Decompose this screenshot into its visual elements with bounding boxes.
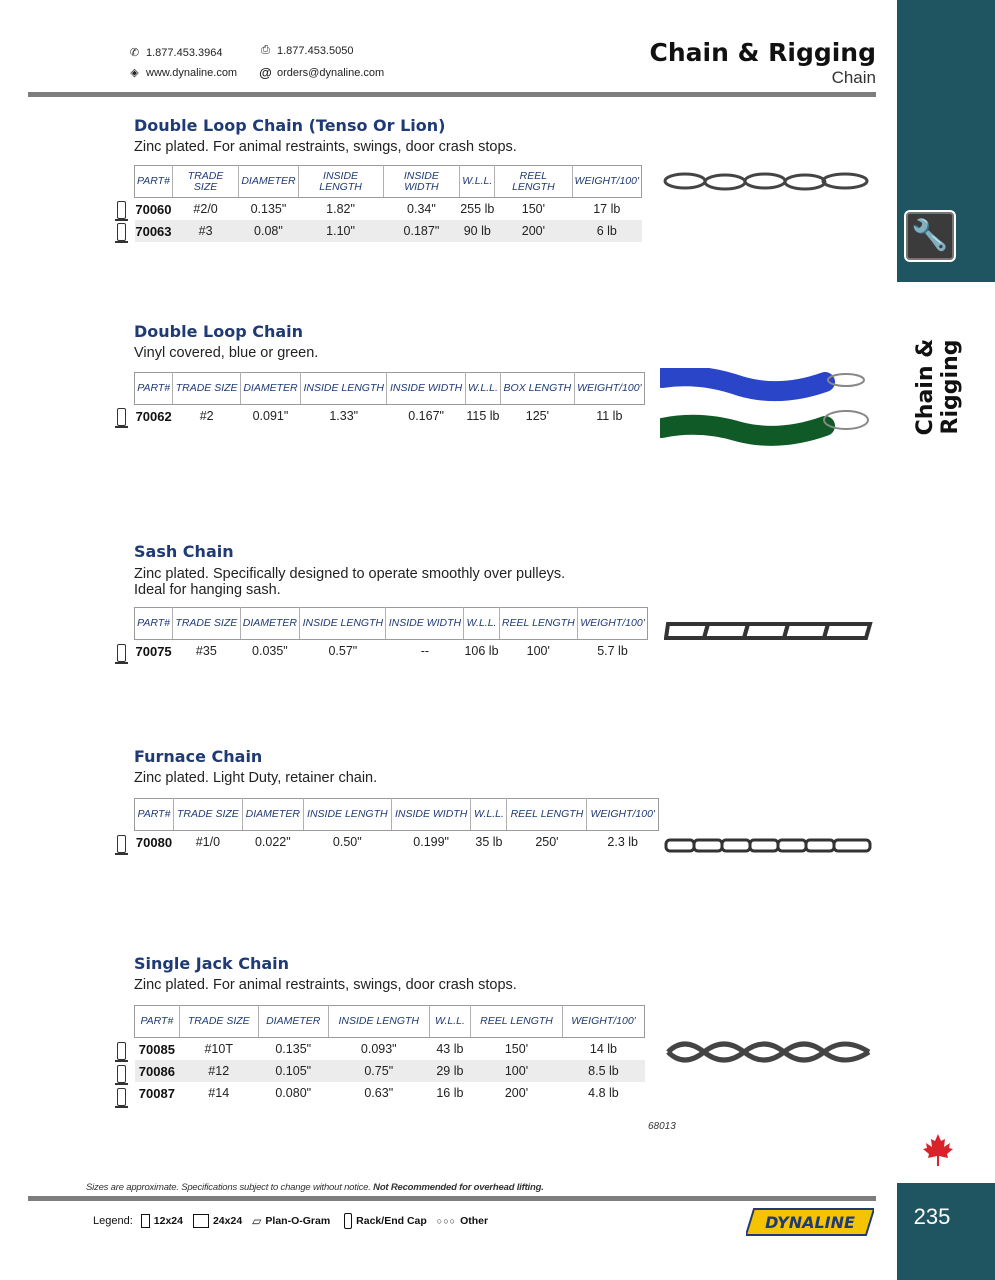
table-cell: #2 xyxy=(199,409,214,423)
table-cell: 0.187" xyxy=(383,220,460,242)
col-header: PART# xyxy=(135,166,173,198)
spec-table xyxy=(134,798,659,853)
part-number: 70060 xyxy=(135,201,172,217)
col-header: INSIDE WIDTH xyxy=(383,166,460,198)
table-cell: 0.50" xyxy=(332,835,362,849)
table-row xyxy=(135,198,642,221)
col-header: TRADE SIZE xyxy=(173,608,240,640)
disclaimer-text: Sizes are approximate. Specifications subject to change without notice. xyxy=(86,1182,371,1193)
footer-rule xyxy=(28,1196,876,1201)
col-header: W.L.L. xyxy=(429,1006,470,1038)
table-cell: 8.5 lb xyxy=(562,1060,644,1082)
spec-table xyxy=(134,165,642,242)
table-cell: 0.105" xyxy=(258,1060,328,1082)
col-header: WEIGHT/100' xyxy=(577,608,647,640)
col-header: WEIGHT/100' xyxy=(574,373,644,405)
rack-end-cap-icon xyxy=(117,835,126,853)
table-cell: 200' xyxy=(504,1086,529,1100)
table-cell: 1.10" xyxy=(298,220,383,242)
col-header: INSIDE WIDTH xyxy=(391,799,471,831)
rack-icon xyxy=(344,1213,352,1229)
table-cell: 200' xyxy=(495,220,572,242)
col-header: WEIGHT/100' xyxy=(572,166,641,198)
rack-end-cap-icon xyxy=(117,1065,126,1083)
col-header: PART# xyxy=(135,1006,180,1038)
table-cell: 35 lb xyxy=(475,835,503,849)
table-cell: 250' xyxy=(535,835,559,849)
col-header: WEIGHT/100' xyxy=(587,799,659,831)
table-cell: 0.135" xyxy=(250,202,287,216)
hook-icon: 🔧 xyxy=(904,210,956,262)
table-cell: 0.135" xyxy=(275,1042,312,1056)
table-cell: #1/0 xyxy=(195,835,221,849)
table-cell: 43 lb xyxy=(436,1042,464,1056)
at-icon: @ xyxy=(259,65,272,80)
maple-leaf-icon xyxy=(922,1133,954,1167)
section-desc: Zinc plated. Specifically designed to operate smoothly over pulleys. xyxy=(134,566,566,582)
svg-text:DYNALINE: DYNALINE xyxy=(765,1213,855,1232)
disclaimer xyxy=(86,1182,544,1193)
table-cell: #2/0 xyxy=(193,202,218,216)
table-row xyxy=(135,1038,645,1061)
double-loop-chain-image xyxy=(663,165,875,199)
shelf-12x24-icon xyxy=(141,1214,150,1228)
planogram-icon: ▱ xyxy=(252,1214,262,1228)
part-number: 70062 xyxy=(135,408,172,424)
col-header: PART# xyxy=(135,373,173,405)
col-header: REEL LENGTH xyxy=(507,799,587,831)
col-header: DIAMETER xyxy=(240,608,300,640)
table-cell: #35 xyxy=(195,644,217,658)
col-header: W.L.L. xyxy=(471,799,507,831)
email-link: orders@dynaline.com xyxy=(277,66,385,79)
table-cell: 0.080" xyxy=(275,1086,312,1100)
legend-label: Legend: xyxy=(93,1215,133,1227)
table-cell: 100' xyxy=(471,1060,563,1082)
single-jack-chain-image xyxy=(664,1034,874,1070)
table-cell: 0.75" xyxy=(328,1060,429,1082)
table-cell: 100' xyxy=(526,644,550,658)
table-cell: 14 lb xyxy=(589,1042,618,1056)
rack-end-cap-icon xyxy=(117,408,126,426)
table-cell: 2.3 lb xyxy=(607,835,639,849)
table-cell: #10T xyxy=(204,1042,233,1056)
col-header: PART# xyxy=(135,608,173,640)
rack-end-cap-icon xyxy=(117,223,126,241)
page-number: 235 xyxy=(913,1204,951,1229)
table-cell: 6 lb xyxy=(572,220,641,242)
section-title: Double Loop Chain (Tenso Or Lion) xyxy=(134,116,446,135)
part-number: 70085 xyxy=(138,1041,175,1057)
rack-end-cap-icon xyxy=(117,644,126,662)
table-cell: 150' xyxy=(504,1042,529,1056)
page-subtitle: Chain xyxy=(831,68,876,87)
col-header: DIAMETER xyxy=(239,166,298,198)
col-header: REEL LENGTH xyxy=(499,608,577,640)
col-header: INSIDE WIDTH xyxy=(387,373,465,405)
col-header: TRADE SIZE xyxy=(173,799,242,831)
table-cell: 1.33" xyxy=(329,409,359,423)
table-cell: 29 lb xyxy=(429,1060,470,1082)
table-cell: 106 lb xyxy=(464,644,499,658)
table-row xyxy=(135,220,642,242)
section-title: Single Jack Chain xyxy=(134,954,290,973)
table-row xyxy=(135,1060,645,1082)
phone-contact xyxy=(128,46,222,59)
rack-end-cap-icon xyxy=(117,1042,126,1060)
email-contact xyxy=(259,65,384,80)
section-title: Furnace Chain xyxy=(134,747,263,766)
spec-table xyxy=(134,372,645,427)
col-header: DIAMETER xyxy=(242,799,303,831)
part-number: 70086 xyxy=(135,1060,180,1082)
legend-item: Rack/End Cap xyxy=(356,1215,427,1227)
table-cell: #12 xyxy=(179,1060,258,1082)
col-header: BOX LENGTH xyxy=(501,373,575,405)
side-tab-label: Chain & Rigging xyxy=(913,338,963,436)
other-icon: ○○○ xyxy=(436,1216,457,1226)
vinyl-chain-image xyxy=(660,368,872,450)
col-header: INSIDE LENGTH xyxy=(303,799,391,831)
legend-item: 12x24 xyxy=(153,1215,183,1227)
col-header: DIAMETER xyxy=(258,1006,328,1038)
page-title: Chain & Rigging xyxy=(649,38,876,67)
table-cell: 11 lb xyxy=(596,409,623,423)
part-number: 70087 xyxy=(138,1085,175,1101)
table-cell: 16 lb xyxy=(436,1086,464,1100)
table-row xyxy=(135,640,648,663)
col-header: INSIDE LENGTH xyxy=(300,373,387,405)
web-contact xyxy=(128,66,237,79)
phone-icon: ✆ xyxy=(129,47,140,59)
table-cell: 0.167" xyxy=(408,409,444,423)
table-cell: 17 lb xyxy=(593,202,621,216)
spec-table xyxy=(134,1005,645,1104)
table-cell: 4.8 lb xyxy=(588,1086,619,1100)
legend-item: 24x24 xyxy=(212,1215,243,1227)
section-desc: Zinc plated. For animal restraints, swings, door crash stops. xyxy=(134,977,517,993)
table-cell: 0.199" xyxy=(413,835,449,849)
furnace-chain-image xyxy=(664,836,874,856)
col-header: INSIDE WIDTH xyxy=(386,608,464,640)
fax-number: 1.877.453.5050 xyxy=(277,44,354,57)
disclaimer-warning: Not Recommended for overhead lifting. xyxy=(373,1182,544,1193)
table-row xyxy=(135,1082,645,1104)
table-cell: 1.82" xyxy=(326,202,355,216)
section-title: Sash Chain xyxy=(134,542,234,561)
part-number: 70063 xyxy=(135,220,173,242)
dynaline-logo xyxy=(746,1208,874,1236)
phone-number: 1.877.453.3964 xyxy=(146,46,223,59)
legend xyxy=(93,1213,488,1229)
section-desc: Zinc plated. Light Duty, retainer chain. xyxy=(134,770,378,786)
part-number: 70075 xyxy=(135,643,172,659)
legend-item: Other xyxy=(460,1215,489,1227)
website-link: www.dynaline.com xyxy=(146,66,238,79)
table-cell: 0.57" xyxy=(328,644,358,658)
part-number: 70080 xyxy=(135,834,173,850)
table-cell: #3 xyxy=(172,220,238,242)
table-cell: 0.08" xyxy=(239,220,298,242)
table-row xyxy=(135,831,659,854)
sash-chain-image xyxy=(664,616,874,644)
table-cell: 255 lb xyxy=(460,202,495,216)
table-row xyxy=(135,405,645,428)
table-cell: 150' xyxy=(521,202,546,216)
table-cell: 5.7 lb xyxy=(597,644,628,658)
fax-contact xyxy=(259,44,353,57)
spec-table xyxy=(134,607,648,662)
globe-icon: ◈ xyxy=(130,67,139,79)
table-cell: -- xyxy=(420,644,430,658)
table-cell: 115 lb xyxy=(466,409,500,423)
section-desc: Zinc plated. For animal restraints, swings, door crash stops. xyxy=(134,139,517,155)
rack-end-cap-icon xyxy=(117,1088,126,1106)
col-header: TRADE SIZE xyxy=(172,166,238,198)
col-header: WEIGHT/100' xyxy=(562,1006,644,1038)
section-desc-line2: Ideal for hanging sash. xyxy=(134,582,281,598)
section-title: Double Loop Chain xyxy=(134,322,304,341)
section-desc: Vinyl covered, blue or green. xyxy=(134,345,319,361)
col-header: INSIDE LENGTH xyxy=(328,1006,429,1038)
col-header: W.L.L. xyxy=(464,608,499,640)
table-cell: 0.035" xyxy=(252,644,288,658)
col-header: INSIDE LENGTH xyxy=(298,166,383,198)
col-header: REEL LENGTH xyxy=(495,166,572,198)
table-cell: 0.091" xyxy=(252,409,289,423)
fax-icon: ⎙ xyxy=(261,44,270,56)
col-header: REEL LENGTH xyxy=(471,1006,563,1038)
col-header: INSIDE LENGTH xyxy=(300,608,386,640)
col-header: W.L.L. xyxy=(465,373,500,405)
side-band-bottom xyxy=(897,1183,995,1280)
table-cell: 0.022" xyxy=(254,835,291,849)
col-header: TRADE SIZE xyxy=(173,373,241,405)
col-header: PART# xyxy=(135,799,174,831)
table-cell: 90 lb xyxy=(460,220,495,242)
rack-end-cap-icon xyxy=(117,201,126,219)
col-header: DIAMETER xyxy=(240,373,300,405)
legend-item: Plan-O-Gram xyxy=(265,1215,331,1227)
col-header: TRADE SIZE xyxy=(179,1006,258,1038)
shelf-24x24-icon xyxy=(193,1214,209,1228)
col-header: W.L.L. xyxy=(460,166,495,198)
header-rule xyxy=(28,92,876,97)
table-cell: 0.093" xyxy=(360,1042,397,1056)
table-cell: 0.34" xyxy=(407,202,436,216)
table-cell: 125' xyxy=(525,409,550,423)
table-cell: #14 xyxy=(208,1086,230,1100)
table-cell: 0.63" xyxy=(364,1086,394,1100)
catalog-code: 68013 xyxy=(648,1121,676,1132)
